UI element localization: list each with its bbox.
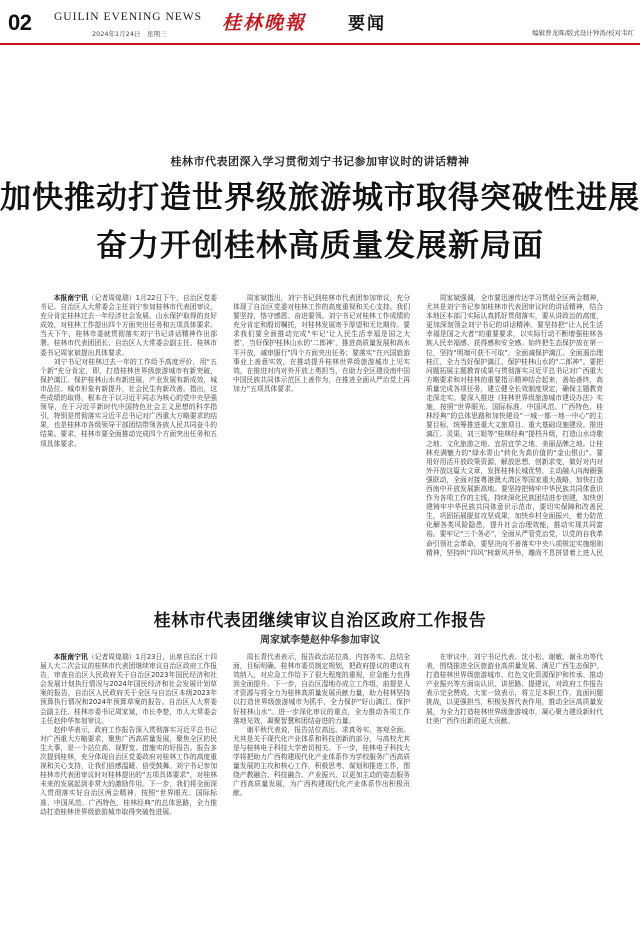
article2-reporter: （记者周煌瑞）	[87, 653, 136, 661]
article2-paragraph: 周长青代表表示，报告政治站位高、内容务实、总结全面，目标明确。桂林市委员制定规划，把政府提议的建议有效纳入，对应急工作给予了很大程度的重视，应急能力也得到全面提升。下一步，自治区湿地办成立工作组，前提是人才资源与将全力为桂林高质量发展贡献力量，助力桂林坚持以打造世界级旅游城市为抓手，全力保护“好山漓江、保护好桂林山水”。进一步深化审议的重点，全力推动各项工作落地见效，凝聚智慧和团结奋进的力量。	[233, 653, 410, 725]
article1-lead-paragraph	[40, 294, 217, 358]
article2-lead-paragraph	[40, 653, 217, 726]
article1-paragraph: 周家斌强调，全市要迅速传达学习贯彻全区两会精神，尤其是刘宁书记参加桂林市代表团审议时的讲话精神，结合本地区本部门实际认真抓好贯彻落实，要从讲政治的高度，更加深刻领会刘宁书记的讲话精神。要坚持把“让人民生活幸福是国之大者”的重要要求，以实际行动不断增强桂林各族人民幸福感、获得感和安全感。始终把生态保护放在第一位，坚持“明端可获不可取”，全面减保护漓江、全面遏治理桂江，全力当好保护漓江、保护桂林山水的“二郎神”。要把问题拓展主题教育成果与贯彻落实习近平总书记对广西重大方略要求和对桂林的重要指示精神结合起来，善始善终，高质量完成各项任务，建立健全长效制度规定，确保主题教育走深走实。要深入推进《桂林世界级旅游城市建设办法》实施，按照“世界眼光、国际标准、中国风范、广西特色、桂林经典”的总体思路和加快建设“一城一都一地一中心”的主要目标，统筹推进重大文旅项目、重大基础设施建设。推进漓江、灵渠、刘三姐等“桂林经典”提档升级，打造山水诗歌之地、文化旅游之地、宜居宜学之地、美丽品牌之地。让桂林充满魅力的“绿水青山”转化为高价值的“金山银山”。要用好用活开放政策资源，解放思想、创新求变，做好对内对外开放这篇大文章，发挥桂林长城优势，主动融入向海圈强强联动，全面对接粤港澳大湾区等国家重大战略，加快打造西南中开放发展新高地。要坚持把铸牢中华民族共同体意识作为各项工作的主线，持续深化民族团结进步创建，加快创建铸牢中华民族共同体意识示范市，要切实保障和改善民生，巩固拓展脱贫攻坚成果，加快乡村全面振兴，着力防范化解各类风险隐患，提升社会治理效能，推动实现共同富裕。要牢记“三个务必”，全面从严管党治党，以党的自我革命引领社会革命，要坚决向不善落实中央八项规定实施细则精神，坚持纠“四风”树新风并举，雕尚不息拼冒着上进人民	[426, 294, 603, 557]
article1-column-1	[40, 294, 217, 558]
article2-title: 桂林市代表团继续审议自治区政府工作报告	[153, 611, 487, 631]
article1-paragraph: 周家斌指出，刘宁书记到桂林市代表团参加审议，充分体现了自治区党委对桂林工作的高度重视和关心支持。我们要坚持，恪守感恩、奋进要领。刘宁书记对桂林工作成绩的充分肯定和殷切嘱托，对桂林发展寄予厚望和无比期待。要求我们要全面推动完成“牢记‘让人民生活幸福是国之大者’，当好保护桂林山水的‘二郎神’，推进高质量发展和高水平开放，减审服行”四个方面突出任务；要落实“在兴国旅游事业上善意实效，在推动提升桂林世界级旅游城市上见实效，在推进对内对外开放上勇担当，在助力全区建设南中国中国民族共同体示范区上善作为，在推进全面从严治党上再加力”五项具体要求。	[233, 294, 410, 393]
article1-byline: 本报南宁讯	[53, 294, 88, 302]
article2-column-3	[426, 653, 603, 881]
publication-date: 2024年1月24日 星期三	[92, 30, 167, 38]
article2-column-2	[233, 653, 410, 881]
article1-headline-line2: 奋力开创桂林高质量发展新局面	[96, 228, 544, 264]
article2-paragraph: 在审议中，刘宁书记代表、沈小松、谢敏、谢永功等代表，围绕推进全区旅游业高质量发展、满足广西生态保护、打造桂林世界级旅游城市、红色文化资源保护和传承、推动产业振兴等方面谈认识、讲思路、提建议，对政府工作报告表示完全赞成。大家一致表示，将立足本职工作，直面问题挑战，以更强担当，积极发挥代表作用，推动全区高质量发展，为全力打造桂林世界级旅游城市，凝心聚力建设新时代壮美广西作出新的更大贡献。	[426, 653, 603, 725]
article1-kicker: 桂林市代表团深入学习贯彻刘宁书记参加审议时的讲话精神	[170, 155, 470, 168]
section-title: 要闻	[348, 14, 386, 34]
article2-lead: 1月23日，出席自治区十四届人大二次会议的桂林市代表团继续审议自治区政府工作报告，审查自治区人民政府关于自治区2023年国民经济和社会发展计划执行情况与2024年国民经济和社会发展计划草案的报告，自治区人民政府关于全区与自治区本级2023年预算执行情况和2024年预算草案的报告。自治区人大常委会副主任、桂林市委书记周家斌，市长李楚，市人大常委会主任赵仲华参加审议。	[40, 653, 217, 725]
masthead-divider	[0, 43, 640, 45]
article1-column-3	[426, 294, 603, 558]
article1-reporter: （记者周煌瑞）	[87, 294, 136, 302]
masthead	[0, 0, 640, 44]
article2-subtitle: 周家斌李楚赵仲华参加审议	[260, 635, 380, 646]
article1-headline-line1: 加快推动打造世界级旅游城市取得突破性进展	[0, 180, 640, 216]
article2-column-1	[40, 653, 217, 881]
article2-paragraph: 谢平秋代表说，报告站位高远、求真务实、客观全面。尤其是关于现代化产业体系和科技创新的部分，与高校尤其是与桂林电子科技大学密切相关。下一步，桂林电子科技大学将把助力广西构建现代化产业体系作为学校服务广西高质量发展的主攻和核心工作，积极思考、谋划和推进工作，围绕产教融合、科技融合、产业振兴，以更加主动的姿态服务广西高质量发展，为广西构建现代化产业体系作出积极贡献。	[233, 725, 410, 798]
paper-logo: 桂林晚報	[222, 12, 307, 34]
page-number: 02	[8, 10, 32, 35]
article2-byline: 本报南宁讯	[53, 653, 88, 661]
article1-lead: 1月22日下午，自治区党委书记、自治区人大常委会主任刘宁参加桂林市代表团审议，充分肯定桂林过去一年经济社会发展、山水保护取得的良好成效，对桂林工作提出四个方面突出任务和五项具体要求。当天下午，桂林市委就贯彻落实刘宁书记讲话精神作出部署。桂林市代表团团长、自治区人大常委会副主任、桂林市委书记周家斌提出具体要求。	[40, 294, 217, 357]
article1-paragraph: 刘宁书记对桂林过去一年的工作给予高度评价，用“五个新”充分肯定，即，打造桂林世界级旅游城市有新突破，保护漓江、保护桂林山水有新进展，产业发展有新成效，城市品位、城市形象有新提升，社会民生有新改善。指出，这些成绩的取得，根本在于以习近平同志为核心的党中央坚强领导，在于习近平新时代中国特色社会主义思想的科学指引，特别是贯彻落实习近平总书记对广西重大方略要求的结果，也是桂林市各级领导干部团结带领各族人民共同奋斗的结果。要求，桂林市要全面推动完成四个方面突出任务和五项具体要求。	[40, 357, 217, 448]
editor-credit: 编辑曾龙晖/版式设计钟涛/校对韦红	[532, 29, 634, 37]
paper-name-english: GUILIN EVENING NEWS	[54, 11, 203, 23]
article2-paragraph: 赵仲华表示，政府工作报告深入贯彻落实习近平总书记对广西重大方略要求，聚焦广西高质量发展，聚焦全区的民生大事，是一个站位高、视野宽、措施实的好报告。报告多次提到桂林，充分体现自治区党委政府对桂林工作的高度重视和关心支持，让我们倍感温暖、倍受鼓舞。刘宁书记参加桂林市代表团审议时对桂林提出的“五项具体要求”，对桂林未来的发展起到非常大的激励作用。下一步，我们将全面深入贯彻落实好自治区两会精神，按照“世界眼光、国际标准、中国风范、广西特色、桂林经典”的总体思路，全力推动打造桂林世界级旅游城市取得突破性进展。	[40, 725, 217, 816]
article1-column-2	[233, 294, 410, 558]
